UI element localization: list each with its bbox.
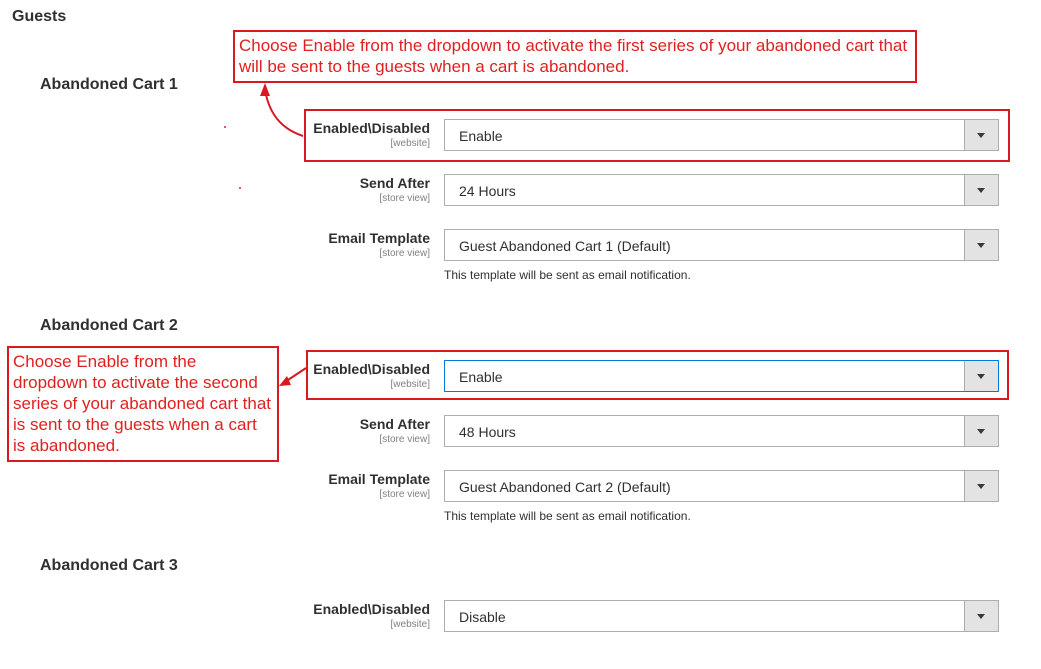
section-title-abandoned-cart-2: Abandoned Cart 2 <box>40 317 178 334</box>
arrow-callout-1 <box>260 83 303 136</box>
field-label-cart2-send-after: Send After <box>359 416 430 432</box>
select-value: Disable <box>459 609 506 625</box>
annotation-callout-1: Choose Enable from the dropdown to activate the first series of your abandoned cart that will be sent to the guests when a cart is abandoned. <box>233 30 917 83</box>
scope-label: [website] <box>390 138 430 149</box>
section-title-abandoned-cart-1: Abandoned Cart 1 <box>40 76 178 93</box>
field-label-cart2-enabled: Enabled\Disabled <box>313 361 430 377</box>
scope-label: [website] <box>390 619 430 630</box>
field-label-cart1-send-after: Send After <box>359 175 430 191</box>
select-value: Enable <box>459 369 503 385</box>
annotation-dot <box>239 187 241 189</box>
scope-label: [store view] <box>379 248 430 259</box>
scope-label: [website] <box>390 379 430 390</box>
select-value: Guest Abandoned Cart 2 (Default) <box>459 479 671 495</box>
arrow-callout-2 <box>279 368 306 386</box>
select-value: Enable <box>459 128 503 144</box>
scope-label: [store view] <box>379 434 430 445</box>
field-label-cart2-email-template: Email Template <box>328 471 430 487</box>
field-label-cart3-enabled: Enabled\Disabled <box>313 601 430 617</box>
select-value: Guest Abandoned Cart 1 (Default) <box>459 238 671 254</box>
scope-label: [store view] <box>379 193 430 204</box>
select-value: 48 Hours <box>459 424 516 440</box>
field-label-cart1-enabled: Enabled\Disabled <box>313 120 430 136</box>
scope-label: [store view] <box>379 489 430 500</box>
annotation-callout-2: Choose Enable from the dropdown to activate the second series of your abandoned cart that is sent to the guests when a cart is abandoned. <box>7 346 279 462</box>
annotation-dot <box>224 126 226 128</box>
section-title-abandoned-cart-3: Abandoned Cart 3 <box>40 557 178 574</box>
select-value: 24 Hours <box>459 183 516 199</box>
field-note: This template will be sent as email notification. <box>444 509 691 523</box>
field-label-cart1-email-template: Email Template <box>328 230 430 246</box>
field-note: This template will be sent as email notification. <box>444 268 691 282</box>
page-title: Guests <box>12 8 67 25</box>
